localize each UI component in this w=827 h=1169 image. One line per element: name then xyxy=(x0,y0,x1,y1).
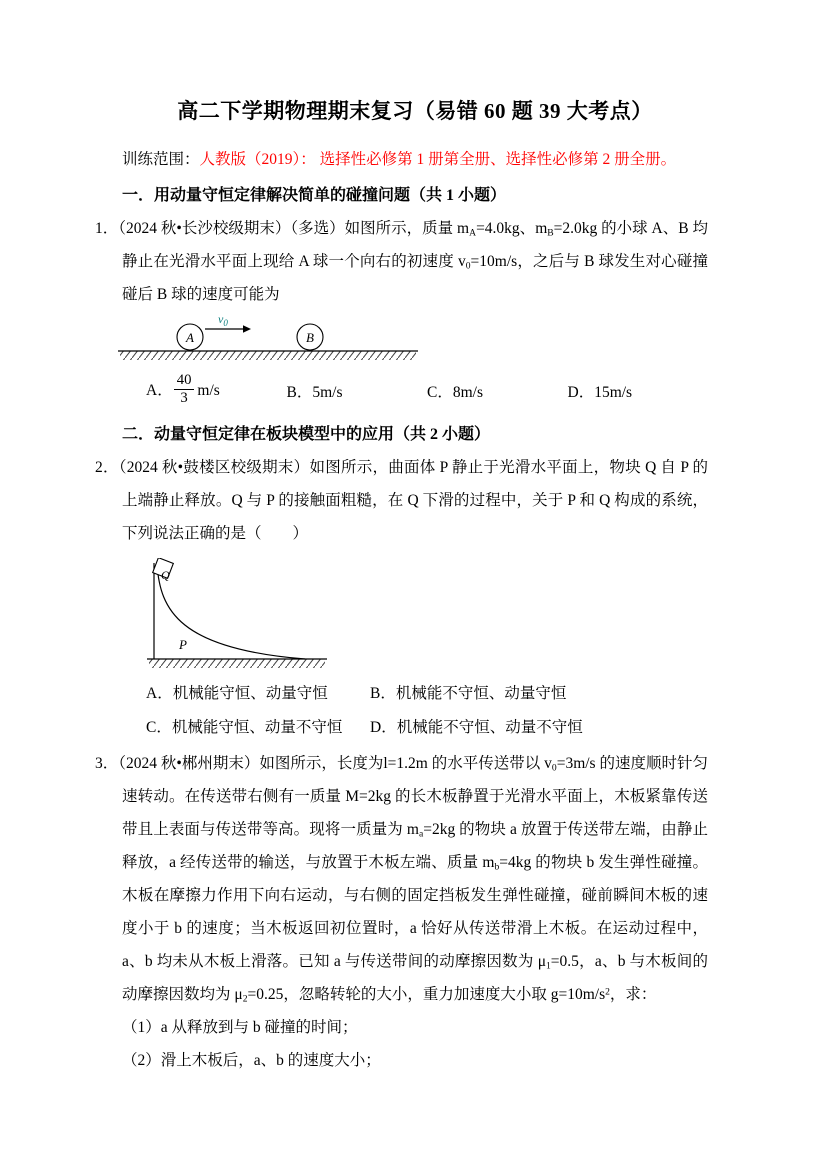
section-1-heading: 一．用动量守恒定律解决简单的碰撞问题（共 1 小题） xyxy=(122,187,507,204)
question-2-option-b: B．机械能不守恒、动量守恒 xyxy=(370,685,567,702)
question-1-option-c: C．8m/s xyxy=(427,384,483,401)
block-q-label: Q xyxy=(161,568,170,582)
question-2-figure xyxy=(147,558,708,677)
question-1-option-b: B．5m/s xyxy=(286,384,343,401)
question-1-option-a: A． $\frac{40}{3}$ m/s xyxy=(146,371,220,406)
ground-hatching xyxy=(120,351,416,360)
question-1-figure xyxy=(118,313,708,368)
velocity-label: $v_0$ xyxy=(218,313,228,328)
ground-hatching xyxy=(149,659,325,668)
ball-b-label: B xyxy=(306,330,314,345)
section-2-heading: 二．动量守恒定律在板块模型中的应用（共 2 小题） xyxy=(122,426,491,443)
question-2-options xyxy=(146,683,708,739)
page-title: 高二下学期物理期末复习（易错 60 题 39 大考点） xyxy=(177,99,653,123)
body-p-label: P xyxy=(179,637,187,652)
ball-a-label: A xyxy=(186,330,194,345)
question-1-text: 1．（2024 秋•长沙校级期末）（多选）如图所示，质量 $m_A=4.0kg$、$m_B=2.0kg$ 的小球 A、B 均静止在光滑水平面上现给 A 球一个向右的初速度 $v_0=10m/s$，之后与 B 球发生对心碰撞碰后 B 球的速度可能为 xyxy=(95,220,708,303)
question-1-options xyxy=(146,370,708,412)
velocity-arrowhead xyxy=(243,325,251,333)
question-2-option-d: D．机械能不守恒、动量不守恒 xyxy=(370,719,583,736)
question-1-option-d: D．15m/s xyxy=(567,384,633,401)
question-2-text: 2．（2024 秋•鼓楼区校级期末）如图所示，曲面体 P 静止于光滑水平面上，物块 Q 自 P 的上端静止释放。Q 与 P 的接触面粗糙，在 Q 下滑的过程中，关于 P 和 Q 构成的系统，下列说法正确的是（ ） xyxy=(95,459,708,542)
training-scope-line: 训练范围：人教版（2019）： 选择性必修第 1 册第全册、选择性必修第 2 册全册。 xyxy=(122,151,677,168)
collision-figure-svg xyxy=(118,313,420,363)
question-3-part-2: （2）滑上木板后，a、b 的速度大小； xyxy=(122,1052,381,1069)
question-3-text: 3．（2024 秋•郴州期末）如图所示，长度为l=1.2m 的水平传送带以 $v_0=3m/s$ 的速度顺时针匀速转动。在传送带右侧有一质量 M=2kg 的长木板静置于光滑水平面上，木板紧靠传送带且上表面与传送带等高。现将一质量为 $m_a=2kg$ 的物块 a 放置于传送带左端，由静止释放，a 经传送带的输送，与放置于木板左端、质量 $m_b=4kg$ 的物块 b 发生弹性碰撞。木板在摩擦力作用下向右运动，与右侧的固定挡板发生弹性碰撞，碰前瞬间木板的速度小于 b 的速度；当木板返回初位置时，a 恰好从传送带滑上木板。在运动过程中，a、b 均未从木板上滑落。已知 a 与传送带间的动摩擦因数为 $\mu_1=0.5$，a、b 与木板间的动摩擦因数均为 $\mu_2=0.25$，忽略转轮的大小，重力加速度大小取 $g=10m/s^2$，求： xyxy=(95,755,708,1005)
question-3-part-1: （1）a 从释放到与 b 碰撞的时间； xyxy=(122,1019,358,1036)
question-2-option-a: A．机械能守恒、动量守恒 xyxy=(146,685,328,702)
question-2-option-c: C．机械能守恒、动量不守恒 xyxy=(146,719,343,736)
curved-surface-figure-svg xyxy=(147,558,332,672)
